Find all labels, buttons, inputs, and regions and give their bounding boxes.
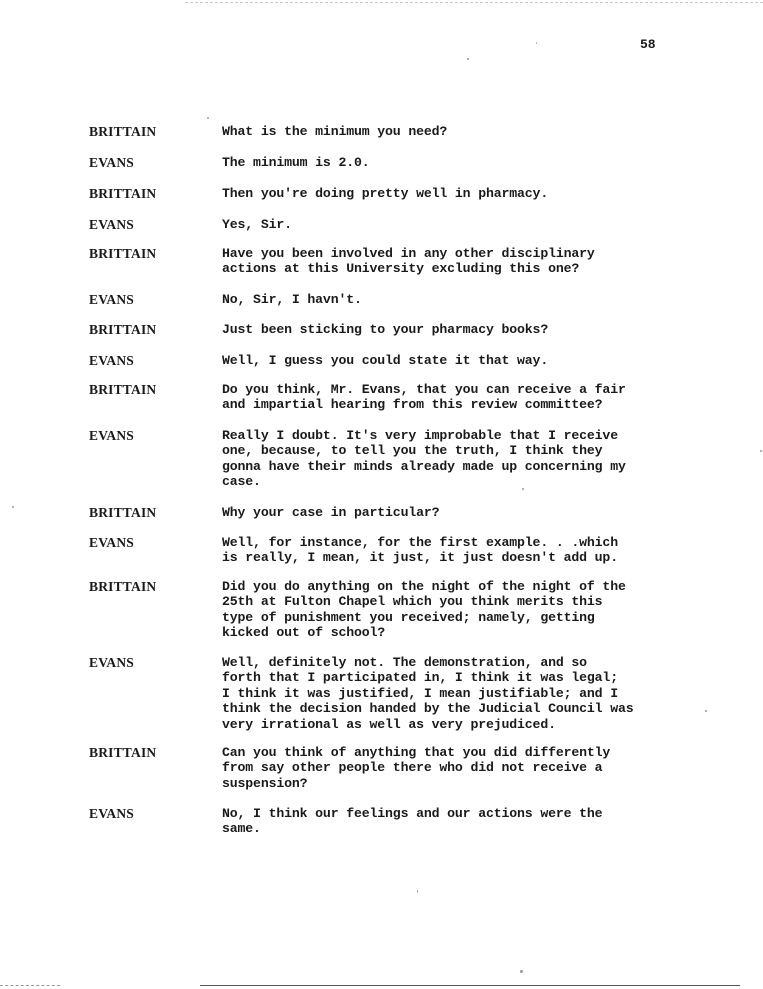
speaker-name: EVANS [89,535,135,550]
speaker-name: EVANS [89,155,135,170]
speaker-name: BRITTAIN [89,246,157,261]
scan-speck [760,450,762,452]
speech-text: No, I think our feelings and our actions were the same. [222,806,603,837]
speech-text: Then you're doing pretty well in pharmacy. [222,186,549,201]
speech-text: Can you think of anything that you did differently from say other people there who did not receive a suspension? [222,745,611,791]
speaker-name: BRITTAIN [89,579,157,594]
speech-text: The minimum is 2.0. [222,155,370,170]
speaker-name: BRITTAIN [89,186,157,201]
speaker-name: EVANS [89,217,135,232]
speaker-name: BRITTAIN [89,745,157,760]
speaker-name: EVANS [89,428,135,443]
speaker-name: BRITTAIN [89,382,157,397]
speaker-name: BRITTAIN [89,124,157,139]
scan-speck [417,890,418,893]
scan-speck [705,710,707,712]
scan-speck [522,488,524,490]
speech-text: Well, for instance, for the first example. . .which is really, I mean, it just, it just doesn't add up. [222,535,618,566]
speaker-name: EVANS [89,655,135,670]
speech-text: Yes, Sir. [222,217,292,232]
speech-text: Do you think, Mr. Evans, that you can receive a fair and impartial hearing from this review committee? [222,382,626,413]
speech-text: Well, I guess you could state it that way. [222,353,549,368]
speech-text: Just been sticking to your pharmacy books? [222,322,549,337]
speech-text: Really I doubt. It's very improbable that I receive one, because, to tell you the truth, I think they gonna have their minds already made up concerning my case. [222,428,626,490]
scan-speck [12,506,14,508]
speech-text: What is the minimum you need? [222,124,448,139]
bottom-rule [200,985,740,986]
scan-speck [520,970,523,973]
speaker-name: BRITTAIN [89,505,157,520]
speech-text: Why your case in particular? [222,505,440,520]
speaker-name: EVANS [89,292,135,307]
scan-speck [207,117,209,119]
speaker-name: BRITTAIN [89,322,157,337]
scan-speck [467,58,469,60]
scan-speck [536,42,537,44]
speech-text: Did you do anything on the night of the night of the 25th at Fulton Chapel which you think merits this type of punishment you received; namely, getting kicked out of school? [222,579,626,641]
page-number: 58 [640,37,656,52]
speech-text: Well, definitely not. The demonstration, and so forth that I participated in, I think it was legal; I think it was justified, I mean justifiable; and I think the decision handed by the Judicial Council was very irrational as well as very prejudiced. [222,655,634,732]
bottom-dashed-rule [0,985,60,986]
speech-text: No, Sir, I havn't. [222,292,362,307]
speaker-name: EVANS [89,353,135,368]
speech-text: Have you been involved in any other disciplinary actions at this University excluding this one? [222,246,595,277]
speaker-name: EVANS [89,806,135,821]
